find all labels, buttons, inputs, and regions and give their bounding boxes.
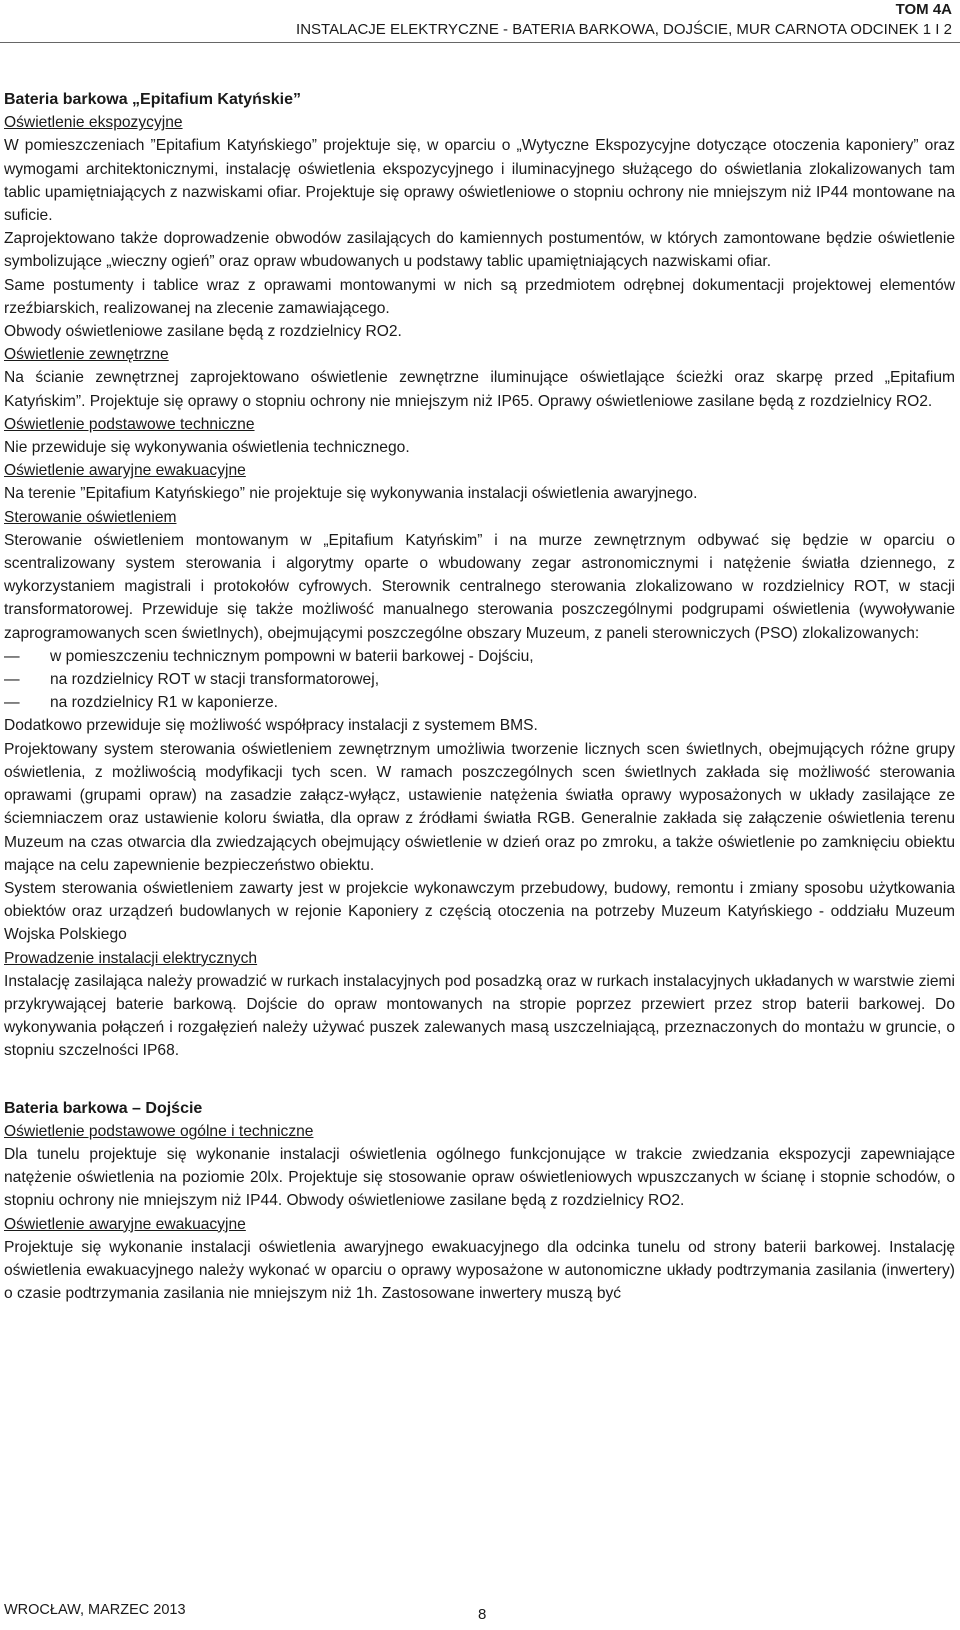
list-item-text: na rozdzielnicy ROT w stacji transformatorowej,	[50, 671, 380, 689]
dash-bullet-icon	[4, 668, 26, 691]
list-item	[4, 645, 955, 668]
footer-location-date: WROCŁAW, MARZEC 2013	[4, 1602, 186, 1618]
paragraph: Same postumenty i tablice wraz z oprawami montowanymi w nich są przedmiotem odrębnej dokumentacji projektowej elementów rzeźbiarskich, realizowanej na zlecenie zamawiającego.	[4, 276, 955, 317]
subheading-techniczne: Oświetlenie podstawowe techniczne	[4, 415, 255, 433]
paragraph: Projektuje się wykonanie instalacji oświetlenia awaryjnego ewakuacyjnego dla odcinka tunelu od strony baterii barkowej. Instalację oświetlenia ewakuacyjnego należy wykonać w oparciu o oprawy wyposażone w autonomiczne układy podtrzymania zasilania (inwertery) o czasie podtrzymania zasilania nie mniejszym niż 1h. Zastosowane inwertery muszą być	[4, 1238, 955, 1303]
subheading-awaryjne-dojscie: Oświetlenie awaryjne ewakuacyjne	[4, 1215, 246, 1233]
paragraph: Na terenie ”Epitafium Katyńskiego” nie projektuje się wykonywania instalacji oświetlenia awaryjnego.	[4, 485, 698, 503]
dash-bullet-icon	[4, 645, 26, 668]
page-body	[4, 88, 955, 1305]
page-header	[296, 0, 952, 40]
list-item	[4, 668, 955, 691]
subheading-sterowanie: Sterowanie oświetleniem	[4, 508, 177, 526]
paragraph: Dla tunelu projektuje się wykonanie instalacji oświetlenia ogólnego funkcjonujące w trakcie zwiedzania ekspozycji zapewniające natężenie oświetlenia na poziomie 20lx. Projektuje się stosowanie opraw oświetleniowych wpuszczanych w ścianę i stopnie schodów, o stopniu ochrony nie mniejszym niż IP44. Obwody oświetleniowe zasilane będą z rozdzielnicy RO2.	[4, 1145, 955, 1210]
control-panel-locations-list	[4, 645, 955, 715]
subheading-ogolne: Oświetlenie podstawowe ogólne i techniczne	[4, 1122, 314, 1140]
dash-bullet-icon	[4, 691, 26, 714]
section-title-epitafium: Bateria barkowa „Epitafium Katyńskie”	[4, 91, 301, 108]
paragraph: Dodatkowo przewiduje się możliwość współpracy instalacji z systemem BMS.	[4, 717, 538, 735]
subheading-prowadzenie: Prowadzenie instalacji elektrycznych	[4, 949, 258, 967]
paragraph: Na ścianie zewnętrznej zaprojektowano oświetlenie zewnętrzne iluminujące oświetlające ścieżki oraz skarpę przed „Epitafium Katyńskim”. Projektuje się oprawy o stopniu ochrony nie mniejszym niż IP65. Oprawy oświetleniowe zasilane będą z rozdzielnicy RO2.	[4, 369, 955, 410]
paragraph: W pomieszczeniach ”Epitafium Katyńskiego” projektuje się, w oparciu o „Wytyczne Ekspozycyjne dotyczące otoczenia kaponiery” oraz wymogami architektonicznymi, instalację oświetlenia ekspozycyjnego i iluminacyjnego służącego do oświetlania zlokalizowanych tam tablic upamiętniających z nazwiskami ofiar. Projektuje się oprawy oświetleniowe o stopniu ochrony nie mniejszym niż IP44 montowane na suficie.	[4, 137, 955, 225]
list-item-text: w pomieszczeniu technicznym pompowni w baterii barkowej - Dojściu,	[50, 647, 534, 665]
list-item	[4, 691, 955, 714]
subheading-awaryjne: Oświetlenie awaryjne ewakuacyjne	[4, 462, 246, 480]
page-number: 8	[478, 1606, 487, 1623]
header-divider	[0, 42, 960, 43]
subheading-zewnetrzne: Oświetlenie zewnętrzne	[4, 346, 169, 364]
subheading-ekspozycyjne: Oświetlenie ekspozycyjne	[4, 114, 183, 132]
document-title: INSTALACJE ELEKTRYCZNE - BATERIA BARKOWA, DOJŚCIE, MUR CARNOTA ODCINEK 1 I 2	[296, 21, 952, 38]
paragraph: Instalację zasilająca należy prowadzić w rurkach instalacyjnych pod posadzką oraz w rurkach instalacyjnych układanych w warstwie ziemi przykrywającej baterie barkową. Dojście do opraw montowanych na stropie poprzez przewiert przez strop baterii barkowej. Do wykonywania połączeń i rozgałęzień należy używać puszek zalewanych masą uszczelniającą, przeznaczonych do montażu w gruncie, o stopniu szczelności IP68.	[4, 972, 955, 1060]
paragraph: Zaprojektowano także doprowadzenie obwodów zasilających do kamiennych postumentów, w których zamontowane będzie oświetlenie symbolizujące „wieczny ogień” oraz opraw wbudowanych u podstawy tablic upamiętniających nazwiskami ofiar.	[4, 230, 955, 271]
volume-label: TOM 4A	[895, 1, 952, 18]
paragraph: System sterowania oświetleniem zawarty jest w projekcie wykonawczym przebudowy, budowy, remontu i zmiany sposobu użytkowania obiektów oraz urządzeń budowlanych w rejonie Kaponiery z częścią otoczenia na potrzeby Muzeum Katyńskiego - oddziału Muzeum Wojska Polskiego	[4, 879, 955, 944]
page-footer	[4, 1598, 956, 1628]
section-title-dojscie: Bateria barkowa – Dojście	[4, 1099, 203, 1117]
paragraph: Projektowany system sterowania oświetleniem zewnętrznym umożliwia tworzenie licznych scen świetlnych, obejmujących różne grupy oświetlenia, z możliwością modyfikacji tych scen. W ramach poszczególnych scen świetlnych zakłada się możliwość sterowania oprawami (grupami opraw) na zasadzie załącz-wyłącz, ustawienie natężenia światła oprawy wyposażonych w układy zasilające ze ściemniaczem oraz ustawienie koloru światła, dla opraw z źródłami światła RGB. Generalnie zakłada się załączenie oświetlenia terenu Muzeum na czas otwarcia dla zwiedzających obejmujący oświetlenie w dzień oraz po zmroku, a także oświetlenie po zamknięciu obiektu mające na celu zapewnienie bezpieczeństwo obiektu.	[4, 740, 955, 874]
paragraph: Nie przewiduje się wykonywania oświetlenia technicznego.	[4, 439, 410, 457]
paragraph: Obwody oświetleniowe zasilane będą z rozdzielnicy RO2.	[4, 323, 402, 341]
list-item-text: na rozdzielnicy R1 w kaponierze.	[50, 694, 278, 712]
paragraph: Sterowanie oświetleniem montowanym w „Epitafium Katyńskim” i na murze zewnętrznym odbywać się będzie w oparciu o scentralizowany system sterowania i algorytmy oparte o wbudowany zegar astronomicznymi i natężenie światła dziennego, z wykorzystaniem magistrali i protokołów cyfrowych. Sterownik centralnego sterowania zlokalizowano w rozdzielnicy ROT, w stacji transformatorowej. Przewiduje się także możliwość manualnego sterowania poszczególnymi podgrupami oświetlenia (wywoływanie zaprogramowanych scen świetlnych), obejmującymi poszczególne obszary Muzeum, z paneli sterowniczych (PSO) zlokalizowanych:	[4, 531, 955, 642]
